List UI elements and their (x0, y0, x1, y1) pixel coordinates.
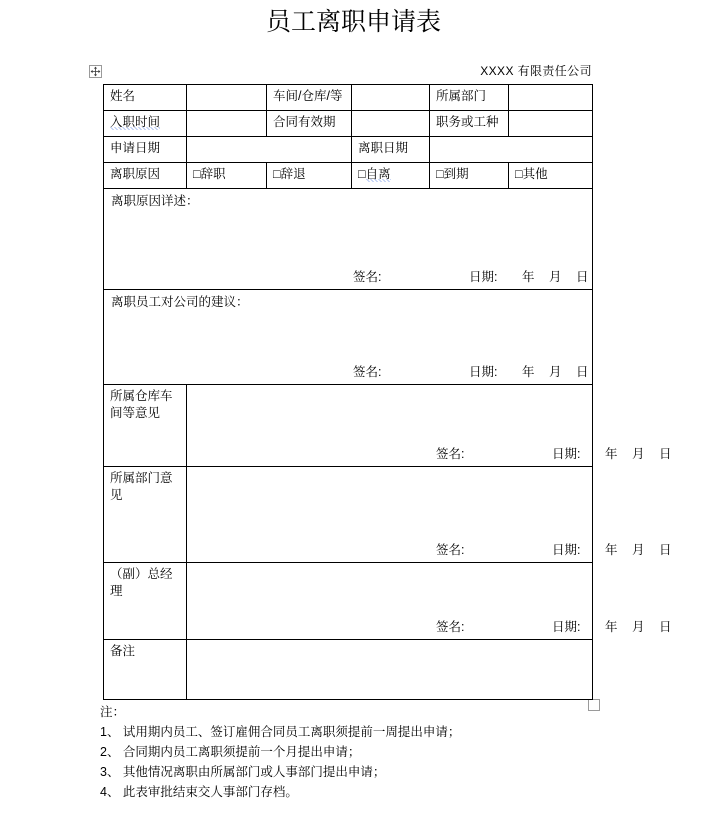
checkbox-option-other[interactable] (509, 163, 593, 189)
section-reason-detail[interactable] (104, 189, 593, 290)
signature-line (187, 542, 672, 559)
input-hire-time[interactable] (187, 111, 267, 137)
list-item: 2、 合同期内员工离职须提前一个月提出申请； (100, 745, 361, 759)
date-label: 日期: (469, 365, 498, 379)
section-department-value[interactable] (187, 467, 672, 563)
input-workshop[interactable] (352, 85, 430, 111)
checkbox-label: 到期 (443, 167, 469, 181)
section-warehouse-input (187, 385, 592, 389)
label-hire-time: 入职时间 (104, 111, 187, 137)
label-application-date: 申请日期 (104, 137, 187, 163)
section-reason-detail-label: 离职原因详述： (111, 194, 199, 208)
list-item: 3、 其他情况离职由所属部门或人事部门提出申请； (100, 765, 386, 779)
section-department-label: 所属部门意见 (104, 467, 187, 563)
checkbox-option-abandonment[interactable] (352, 163, 430, 189)
signature-label: 签名: (436, 447, 465, 461)
checkbox-label: 其他 (522, 167, 548, 181)
input-contract-validity[interactable] (352, 111, 430, 137)
day-label: 日 (576, 270, 589, 284)
table-move-handle-icon[interactable] (89, 65, 102, 78)
notes-heading: 注： (100, 705, 126, 719)
label-job-title: 职务或工种 (430, 111, 509, 137)
signature-line (104, 364, 592, 381)
section-suggestion-label: 离职员工对公司的建议： (111, 295, 249, 309)
signature-label: 签名: (353, 365, 382, 379)
label-department: 所属部门 (430, 85, 509, 111)
section-department-input (187, 467, 592, 471)
list-item: 4、 此表审批结束交人事部门存档。 (100, 785, 298, 799)
checkbox-box-icon: □ (358, 167, 366, 181)
signature-label: 签名: (436, 543, 465, 557)
checkbox-option-dismissal[interactable] (267, 163, 352, 189)
year-label: 年 (605, 620, 618, 634)
signature-line (187, 619, 672, 636)
section-suggestion[interactable] (104, 290, 593, 385)
input-job-title[interactable] (509, 111, 593, 137)
company-name: XXXX 有限责任公司 (480, 64, 592, 78)
date-label: 日期: (552, 447, 581, 461)
list-item: 1、 试用期内员工、签订雇佣合同员工离职须提前一周提出申请； (100, 725, 461, 739)
notes-section (100, 702, 600, 802)
month-label: 月 (549, 270, 562, 284)
day-label: 日 (576, 365, 589, 379)
table-row-department-opinion (104, 467, 593, 563)
checkbox-option-resign[interactable] (187, 163, 267, 189)
table-row-suggestion (104, 290, 593, 385)
month-label: 月 (632, 447, 645, 461)
label-contract-validity: 合同有效期 (267, 111, 352, 137)
label-workshop: 车间/仓库/等 (267, 85, 352, 111)
label-name: 姓名 (104, 85, 187, 111)
input-department[interactable] (509, 85, 593, 111)
input-name[interactable] (187, 85, 267, 111)
checkbox-box-icon: □ (273, 167, 281, 181)
section-manager-label: （副）总经理 (104, 563, 187, 640)
section-remark-label: 备注 (104, 640, 187, 700)
year-label: 年 (605, 447, 618, 461)
section-remark-value[interactable] (187, 640, 593, 700)
label-resign-reason: 离职原因 (104, 163, 187, 189)
day-label: 日 (659, 543, 672, 557)
checkbox-option-expiry[interactable] (430, 163, 509, 189)
page-title: 员工离职申请表 (265, 8, 441, 36)
year-label: 年 (522, 270, 535, 284)
checkbox-label: 自离 (365, 167, 391, 181)
table-row-manager-opinion (104, 563, 593, 640)
checkbox-label: 辞退 (280, 167, 306, 181)
label-resign-date: 离职日期 (352, 137, 430, 163)
signature-line (187, 446, 672, 463)
input-application-date[interactable] (187, 137, 352, 163)
table-row-reason-detail (104, 189, 593, 290)
checkbox-label: 辞职 (200, 167, 226, 181)
checkbox-box-icon: □ (193, 167, 201, 181)
checkbox-box-icon: □ (515, 167, 523, 181)
resignation-form-table (103, 84, 672, 700)
month-label: 月 (632, 620, 645, 634)
section-warehouse-value[interactable] (187, 385, 672, 467)
signature-label: 签名: (353, 270, 382, 284)
table-row-hire-date (104, 111, 593, 137)
year-label: 年 (522, 365, 535, 379)
month-label: 月 (549, 365, 562, 379)
section-manager-input (187, 563, 592, 567)
notes-list (100, 722, 600, 802)
date-label: 日期: (469, 270, 498, 284)
table-row-remark (104, 640, 593, 700)
month-label: 月 (632, 543, 645, 557)
date-label: 日期: (552, 543, 581, 557)
input-resign-date[interactable] (430, 137, 593, 163)
day-label: 日 (659, 447, 672, 461)
checkbox-box-icon: □ (436, 167, 444, 181)
table-row-warehouse-opinion (104, 385, 593, 467)
date-label: 日期: (552, 620, 581, 634)
signature-label: 签名: (436, 620, 465, 634)
year-label: 年 (605, 543, 618, 557)
table-row-name (104, 85, 593, 111)
section-warehouse-label: 所属仓库车间等意见 (104, 385, 187, 467)
section-manager-value[interactable] (187, 563, 672, 640)
table-row-application-dates (104, 137, 593, 163)
signature-line (104, 269, 592, 286)
table-row-reason-options (104, 163, 593, 189)
day-label: 日 (659, 620, 672, 634)
